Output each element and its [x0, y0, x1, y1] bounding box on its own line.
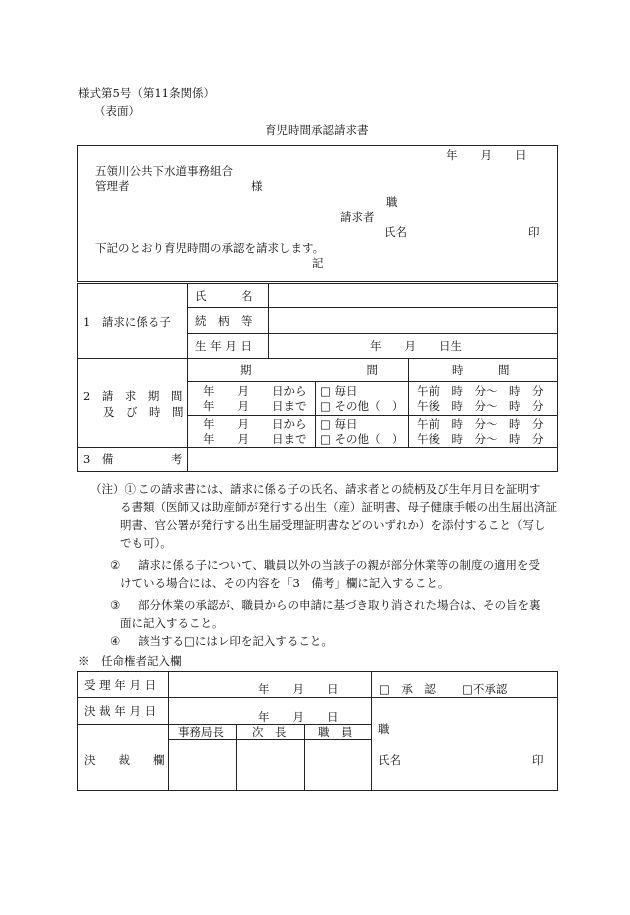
form-number: 様式第5号（第11条関係）: [78, 86, 215, 100]
notes-prefix: （注）①: [90, 482, 136, 496]
note3-line1: 部分休業の承認が、職員からの申請に基づき取り消された場合は、その旨を裏: [138, 598, 541, 612]
page-title: 育児時間承認請求書: [265, 123, 369, 137]
authority-job-label: 職: [378, 722, 390, 736]
approve-checkbox: □ 承 認: [379, 682, 436, 696]
decision-date-value: 年 月 日: [258, 710, 339, 724]
relation-label: 続 柄 等: [195, 314, 253, 328]
note3-line2: 面に記入すること。: [120, 616, 224, 630]
authority-name-label: 氏名: [378, 753, 401, 767]
section1-label: 1 請求に係る子: [83, 315, 171, 329]
note1-line3: 明書、官公署が発行する出生届受理証明書などのいずれか）を添付すること（写し: [120, 518, 546, 532]
period-to-1: 年 月 日まで: [203, 399, 307, 413]
option-other-1: □ その他（ ）: [320, 399, 404, 413]
child-name-label: 氏 名: [195, 289, 253, 303]
requester-label: 請求者: [340, 210, 375, 224]
letter-date: 年 月 日: [446, 148, 527, 162]
seal-mark: 印: [528, 225, 540, 239]
col-staff: 職 員: [318, 725, 353, 739]
note2-mark: ②: [110, 558, 121, 572]
addressee-honorific: 様: [251, 179, 263, 193]
period-from-1: 年 月 日から: [203, 384, 307, 398]
option-other-2: □ その他（ ）: [320, 432, 404, 446]
note2-line1: 請求に係る子について、職員以外の当該子の親が部分休業等の制度の適用を受: [138, 558, 541, 572]
time-am-1: 午前 時 分～ 時 分: [417, 384, 544, 398]
time-pm-1: 午後 時 分～ 時 分: [417, 399, 544, 413]
request-sentence: 下記のとおり育児時間の承認を請求します。: [95, 241, 325, 255]
time-am-2: 午前 時 分～ 時 分: [417, 417, 544, 431]
period-header: 期 間: [240, 363, 378, 377]
authority-heading: ※ 任命権者記入欄: [78, 654, 182, 668]
period-to-2: 年 月 日まで: [203, 432, 307, 446]
col-secretary-general: 事務局長: [178, 725, 224, 739]
organization-name: 五領川公共下水道事務組合: [95, 164, 233, 178]
period-from-2: 年 月 日から: [203, 417, 307, 431]
section2-label-line1: 2 請 求 期 間: [83, 389, 183, 403]
addressee: 管理者: [95, 179, 130, 193]
authority-seal-mark: 印: [532, 753, 544, 767]
decision-date-label: 決 裁 年 月 日: [84, 704, 157, 718]
decision-label: 決 裁 欄: [84, 753, 165, 767]
birth-date-value: 年 月 日生: [370, 339, 462, 353]
ki-mark: 記: [312, 256, 324, 270]
option-daily-2: □ 毎日: [320, 417, 358, 431]
section3-label: 3 備 考: [83, 452, 183, 466]
note1-line4: でも可）。: [120, 536, 172, 550]
birth-date-label: 生 年 月 日: [195, 339, 252, 353]
note1-line1: この請求書には、請求に係る子の氏名、請求者との続柄及び生年月日を証明す: [138, 482, 541, 496]
received-date-label: 受 理 年 月 日: [84, 678, 157, 692]
note2-line2: けている場合には、その内容を「3 備考」欄に記入すること。: [120, 576, 450, 590]
disapprove-checkbox: □不承認: [462, 682, 508, 696]
col-deputy-chief: 次 長: [252, 725, 287, 739]
time-header: 時 間: [452, 363, 510, 377]
note4-mark: ④: [110, 634, 121, 648]
note1-line2: る書類（医師又は助産師が発行する出生（産）証明書、母子健康手帳の出生届出済証: [120, 500, 557, 514]
name-label: 氏名: [384, 225, 407, 239]
received-date-value: 年 月 日: [258, 682, 339, 696]
option-daily-1: □ 毎日: [320, 384, 358, 398]
job-label: 職: [386, 195, 398, 209]
time-pm-2: 午後 時 分～ 時 分: [417, 432, 544, 446]
note4-line1: 該当する□にはレ印を記入すること。: [138, 634, 333, 648]
form-side-label: （表面）: [94, 104, 140, 118]
note3-mark: ③: [110, 598, 121, 612]
section2-label-line2: 及 び 時 間: [103, 405, 184, 419]
